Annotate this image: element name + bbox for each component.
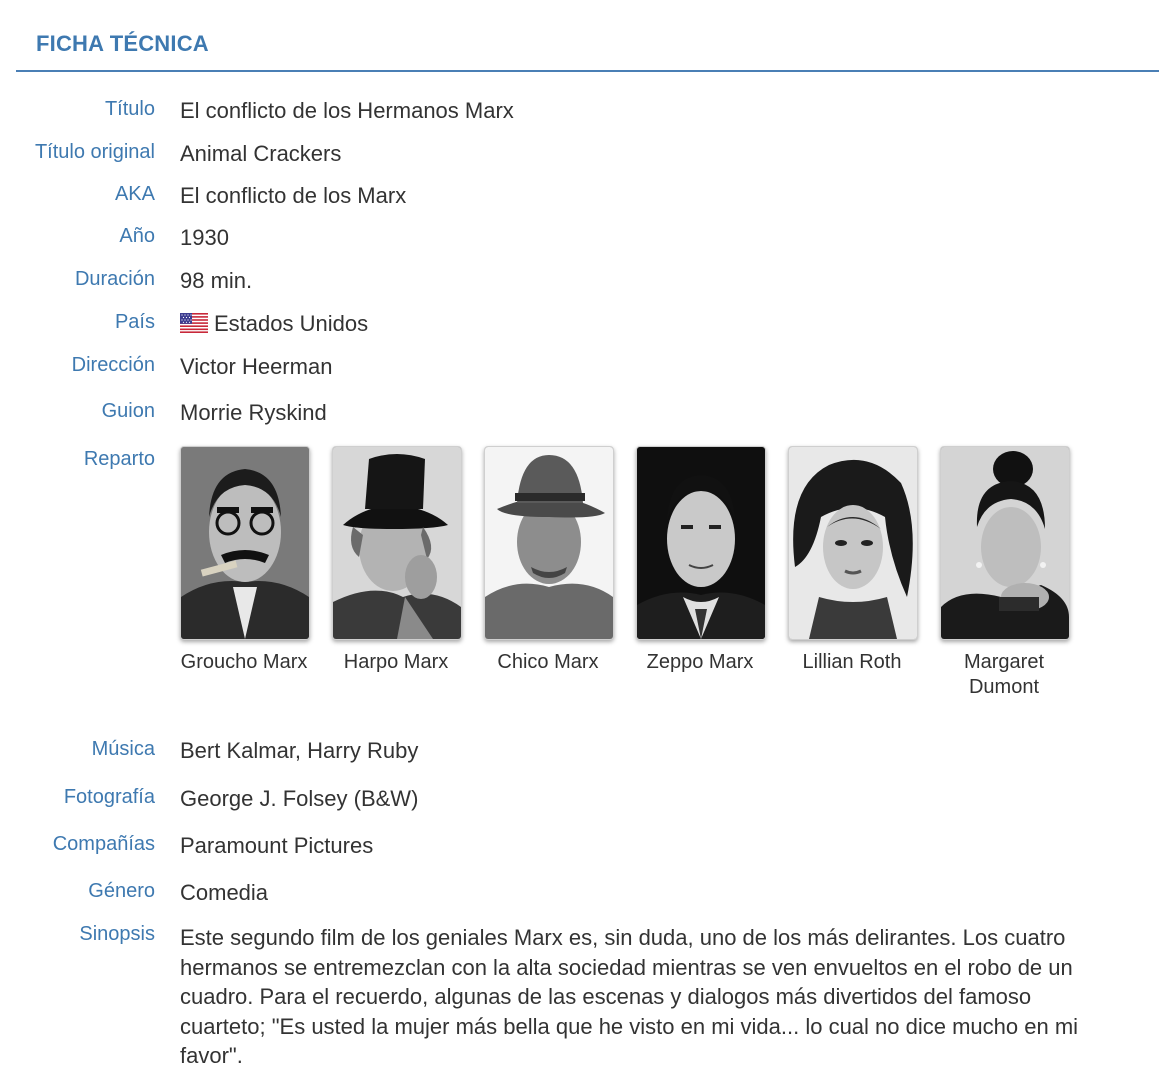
synopsis-text: Este segundo film de los geniales Marx es, sin duda, uno de los más delirantes. Los cuatro hermanos se entremezclan con la alta sociedad mientras se ven envueltos en el robo de un cuadro. Para el recuerdo, algunas de las escenas y dialogos más divertidos del famoso cuarteto; "Es usted la mujer más bella que he visto en mi vida... lo cual no dice mucho en mi favor". — [180, 925, 1079, 1068]
field-label-pais: País — [114, 311, 155, 333]
field-label-titulo: Título — [104, 98, 155, 120]
field-label-anio: Año — [119, 225, 155, 247]
cast-card[interactable] — [788, 446, 920, 675]
field-label-fotografia: Fotografía — [63, 786, 155, 808]
field-value-guion[interactable]: Morrie Ryskind — [180, 400, 327, 425]
field-value-companias[interactable]: Paramount Pictures — [180, 833, 374, 858]
field-label-direccion: Dirección — [71, 354, 155, 376]
field-label-duracion: Duración — [74, 268, 155, 290]
field-value-genero[interactable]: Comedia — [180, 880, 269, 905]
cast-photo[interactable] — [484, 446, 614, 640]
cast-photo[interactable] — [940, 446, 1070, 640]
cast-card[interactable] — [484, 446, 616, 675]
cast-photo[interactable] — [788, 446, 918, 640]
cast-name[interactable]: Lillian Roth — [802, 651, 902, 673]
field-value-pais: Estados Unidos — [214, 311, 369, 336]
field-label-musica: Música — [91, 738, 155, 760]
field-value-titulo-original: Animal Crackers — [180, 141, 342, 166]
field-label-genero: Género — [88, 880, 155, 902]
field-label-companias: Compañías — [52, 833, 155, 855]
field-value-titulo: El conflicto de los Hermanos Marx — [180, 98, 514, 123]
field-value-pais-wrapper — [180, 311, 368, 337]
cast-photo[interactable] — [636, 446, 766, 640]
field-value-direccion[interactable]: Victor Heerman — [180, 354, 333, 379]
field-label-sinopsis: Sinopsis — [79, 923, 155, 945]
cast-list — [180, 446, 1100, 706]
field-value-musica[interactable]: Bert Kalmar, Harry Ruby — [180, 738, 419, 763]
cast-name[interactable]: Chico Marx — [497, 651, 599, 673]
cast-photo[interactable] — [180, 446, 310, 640]
cast-card[interactable] — [940, 446, 1072, 700]
field-label-titulo-original: Título original — [34, 141, 155, 163]
cast-card[interactable] — [180, 446, 312, 675]
section-title: FICHA TÉCNICA — [36, 31, 209, 56]
field-label-aka: AKA — [114, 183, 155, 205]
section-header — [16, 0, 1159, 72]
field-label-reparto: Reparto — [83, 448, 155, 470]
cast-name[interactable]: Harpo Marx — [343, 651, 449, 673]
cast-card[interactable] — [636, 446, 768, 675]
field-value-duracion: 98 min. — [180, 268, 253, 293]
cast-photo[interactable] — [332, 446, 462, 640]
field-label-guion: Guion — [101, 400, 155, 422]
field-value-anio: 1930 — [180, 225, 229, 250]
cast-name[interactable]: Groucho Marx — [180, 651, 308, 673]
field-value-aka: El conflicto de los Marx — [180, 183, 407, 208]
field-value-fotografia[interactable]: George J. Folsey (B&W) — [180, 786, 419, 811]
cast-name[interactable]: Margaret Dumont — [963, 651, 1045, 698]
cast-card[interactable] — [332, 446, 464, 675]
us-flag-icon — [180, 313, 208, 333]
cast-name[interactable]: Zeppo Marx — [646, 651, 754, 673]
